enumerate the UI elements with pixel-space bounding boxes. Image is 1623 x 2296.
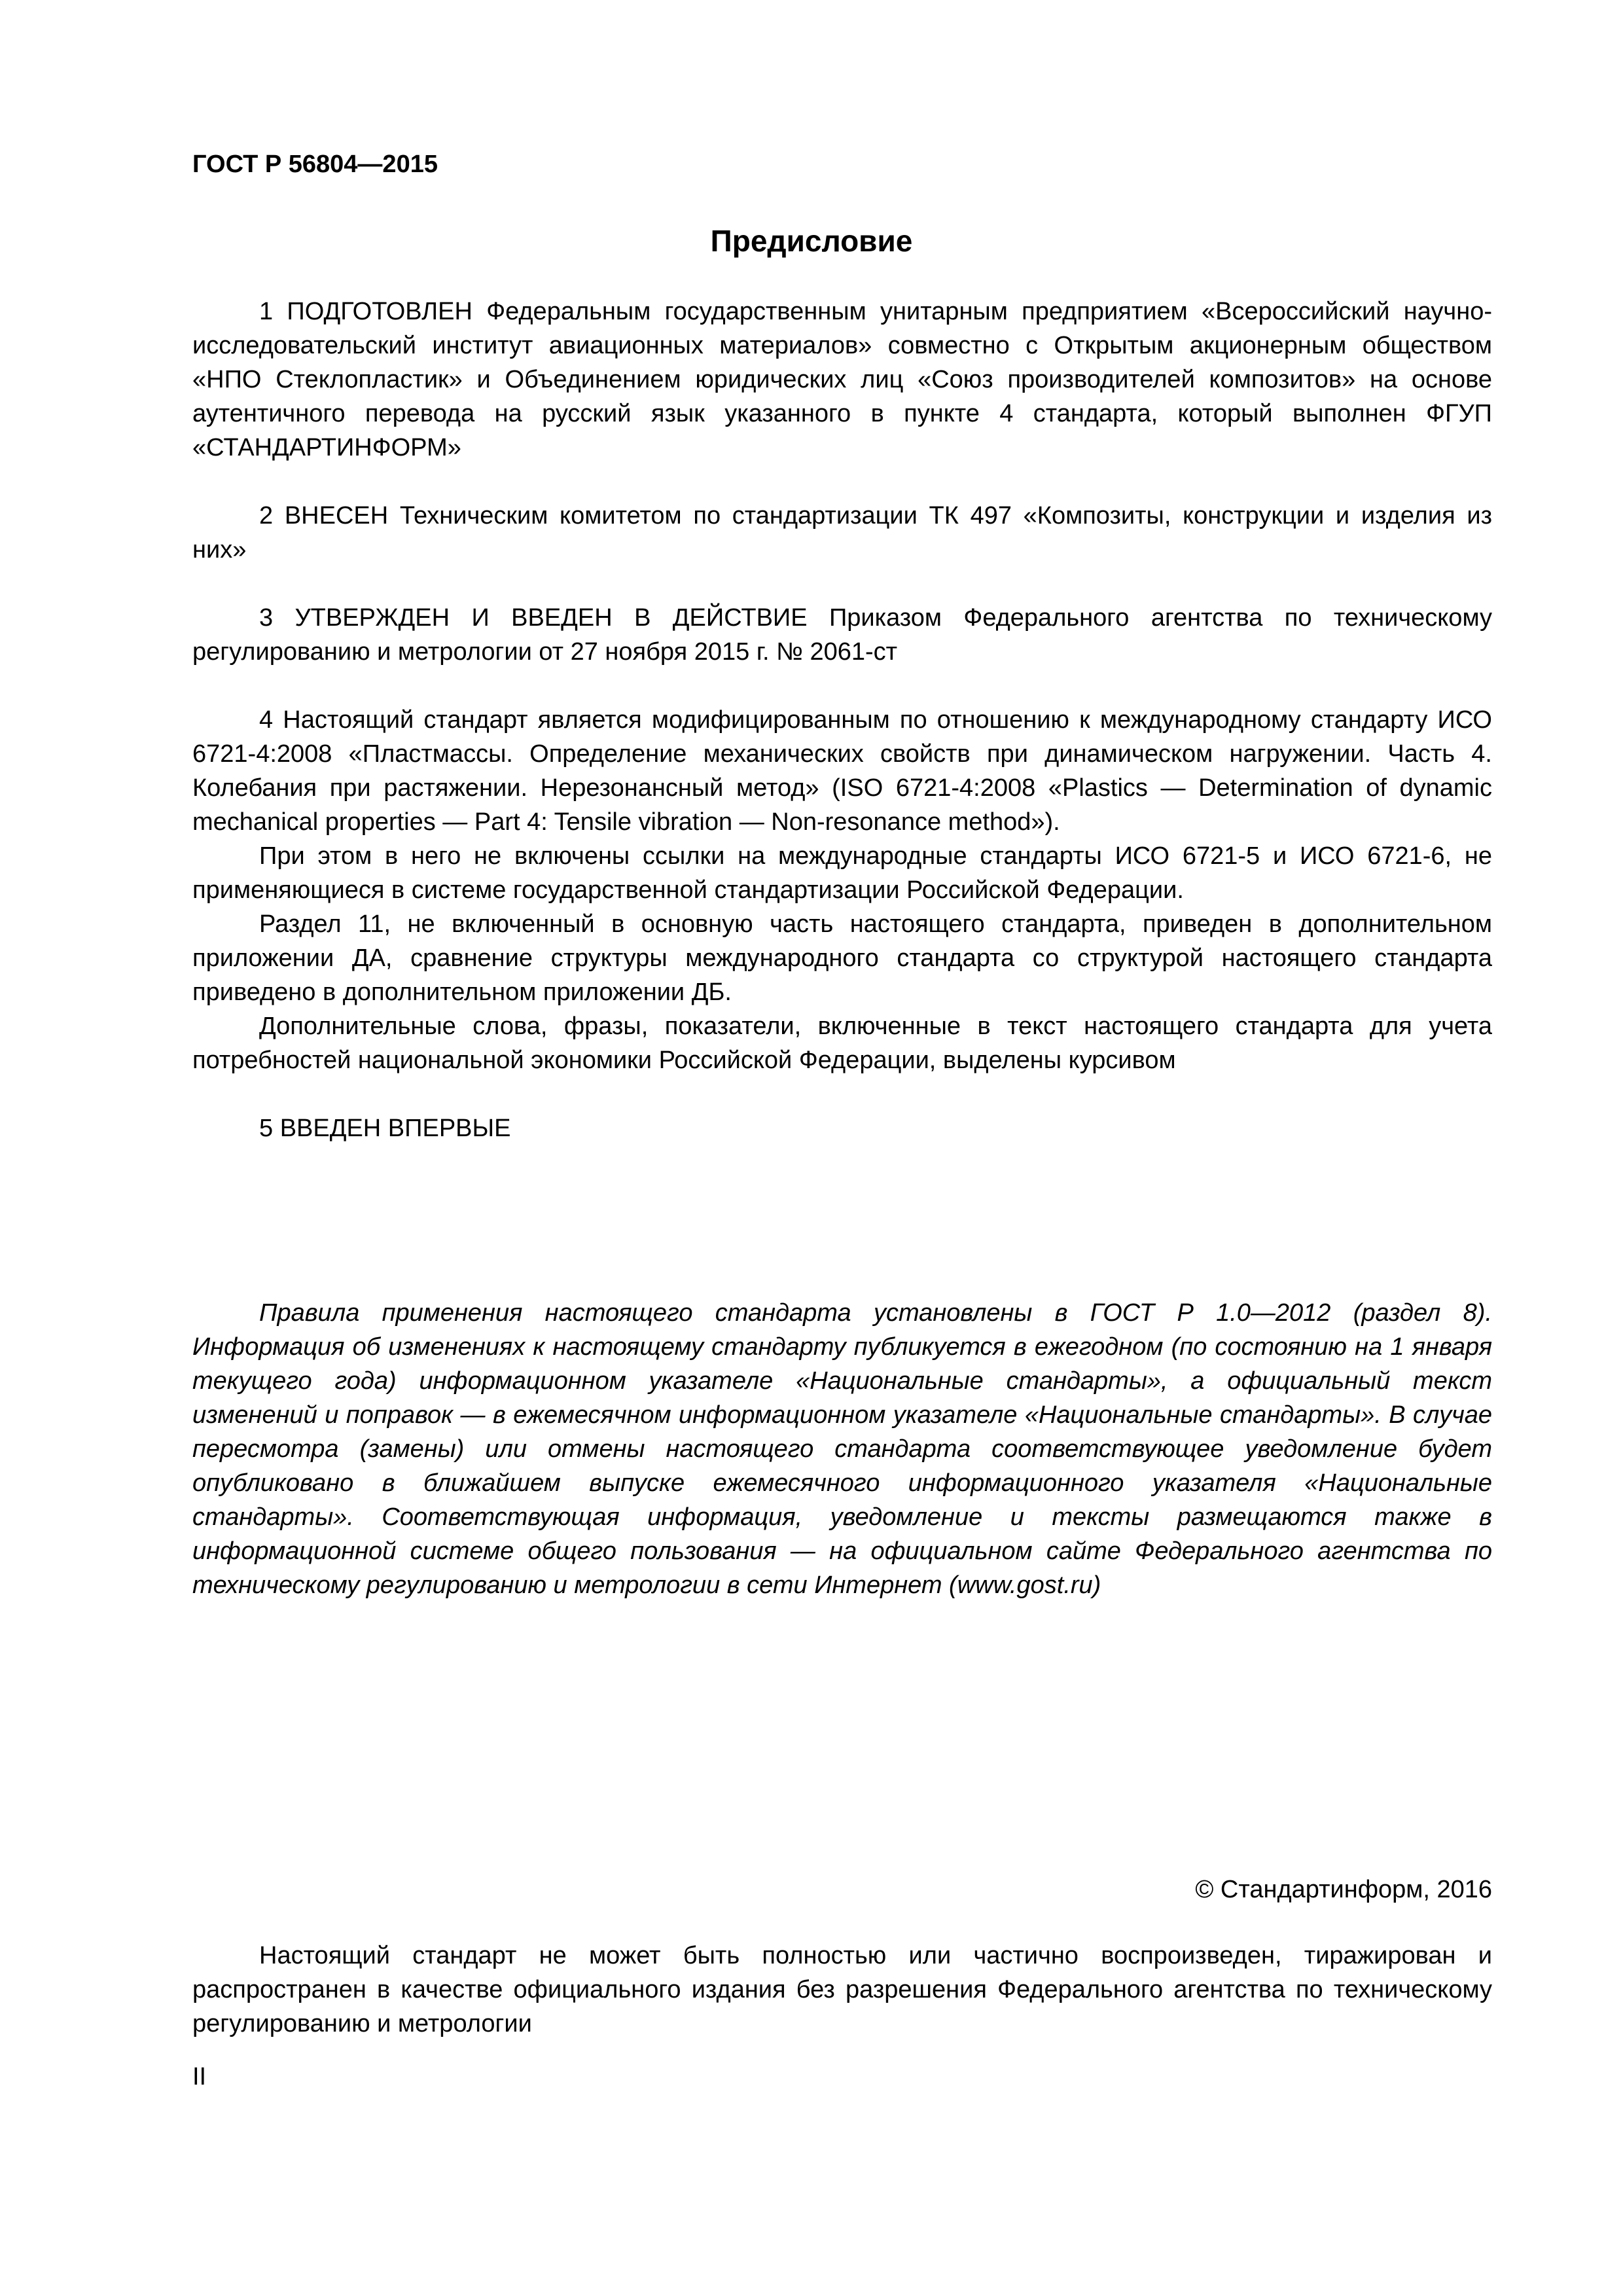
preface-item-3	[192, 601, 1492, 669]
preface-item-2	[192, 499, 1492, 567]
page-number: II	[192, 2063, 207, 2090]
preface-paragraph: 3 УТВЕРЖДЕН И ВВЕДЕН В ДЕЙСТВИЕ Приказом Федерального агентства по техническому регулированию и метрологии от 27 ноября 2015 г. № 2061-ст	[192, 604, 1492, 666]
reproduction-notice: Настоящий стандарт не может быть полностью или частично воспроизведен, тиражирован и распространен в качестве официального издания без разрешения Федерального агентства по техническому регулированию и метрологии	[192, 1942, 1492, 2037]
page-title: Предисловие	[710, 224, 913, 258]
document-code: ГОСТ Р 56804—2015	[192, 151, 438, 178]
preface-content	[192, 295, 1492, 1179]
preface-paragraph: 4 Настоящий стандарт является модифицированным по отношению к международному стандарту ИСО 6721-4:2008 «Пластмассы. Определение механических свойств при динамическом нагружении. Часть 4. Колебания при растяжении. Нерезонансный метод» (ISO 6721-4:2008 «Plastics — Determination of dynamic mechanical properties — Part 4: Tensile vibration — Non-resonance method»).	[192, 706, 1492, 836]
preface-item-1	[192, 295, 1492, 465]
preface-paragraph: При этом в него не включены ссылки на международные стандарты ИСО 6721-5 и ИСО 6721-6, не применяющиеся в системе государственной стандартизации Российской Федерации.	[192, 842, 1492, 904]
preface-paragraph: Дополнительные слова, фразы, показатели, включенные в текст настоящего стандарта для учета потребностей национальной экономики Российской Федерации, выделены курсивом	[192, 1013, 1492, 1074]
copyright-line: © Стандартинформ, 2016	[1195, 1876, 1492, 1903]
application-rules-notice: Правила применения настоящего стандарта установлены в ГОСТ Р 1.0—2012 (раздел 8). Информация об изменениях к настоящему стандарту публикуется в ежегодном (по состоянию на 1 января текущего года) информационном указателе «Национальные стандарты», а официальный текст изменений и поправок — в ежемесячном информационном указателе «Национальные стандарты». В случае пересмотра (замены) или отмены настоящего стандарта соответствующее уведомление будет опубликовано в ближайшем выпуске ежемесячного информационного указателя «Национальные стандарты». Соответствующая информация, уведомление и тексты размещаются также в информационной системе общего пользования — на официальном сайте Федерального агентства по техническому регулированию и метрологии в сети Интернет (www.gost.ru)	[192, 1299, 1492, 1599]
preface-paragraph: 5 ВВЕДЕН ВПЕРВЫЕ	[259, 1115, 511, 1142]
preface-item-5	[192, 1111, 1492, 1145]
preface-item-4	[192, 703, 1492, 1077]
preface-paragraph: Раздел 11, не включенный в основную часть настоящего стандарта, приведен в дополнительном приложении ДА, сравнение структуры международного стандарта со структурой настоящего стандарта приведено в дополнительном приложении ДБ.	[192, 910, 1492, 1006]
preface-paragraph: 1 ПОДГОТОВЛЕН Федеральным государственным унитарным предприятием «Всероссийский научно-исследовательский институт авиационных материалов» совместно с Открытым акционерным обществом «НПО Стеклопластик» и Объединением юридических лиц «Союз производителей композитов» на основе аутентичного перевода на русский язык указанного в пункте 4 стандарта, который выполнен ФГУП «СТАНДАРТИНФОРМ»	[192, 298, 1492, 461]
preface-paragraph: 2 ВНЕСЕН Техническим комитетом по стандартизации ТК 497 «Композиты, конструкции и изделия из них»	[192, 502, 1492, 564]
